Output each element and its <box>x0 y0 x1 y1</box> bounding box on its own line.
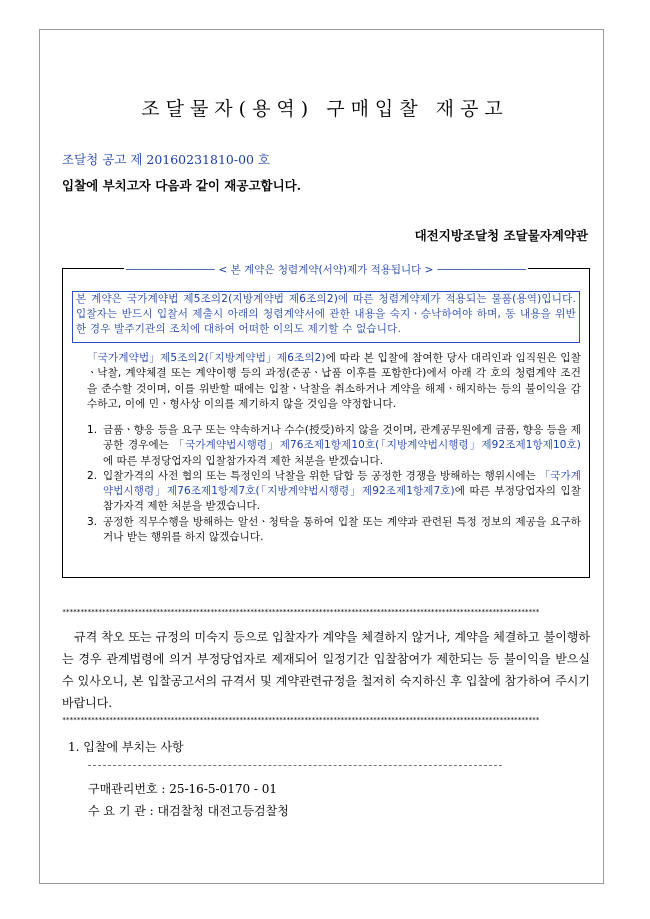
item-text: 금품ㆍ향응 등을 요구 또는 약속하거나 수수(授受)하지 않을 것이며, 관계공무원에게 금품, 향응 등을 제공한 경우에는 <box>103 424 581 452</box>
list-item <box>87 423 581 469</box>
item-number: 3. <box>87 515 98 528</box>
item-text-tail: 에 따른 부정당업자의 입찰참가자격 제한 처분을 받겠습니다. <box>103 485 581 513</box>
item-law-reference: 「국가계약법시행령」제76조제1항제7호(「지방계약법시행령」제92조제1항제7호) <box>103 469 581 498</box>
pledge-text: 에 따라 본 입찰에 참여한 당사 대리인과 임직원은 입찰ㆍ낙찰, 계약체결 또는 계약이행 등의 과정(준공ㆍ납품 이후를 포함한다)에서 아래 각 호의 청렴계약 조건을 준수할 것이며, 이를 위반할 때에는 입찰ㆍ낙찰을 취소하거나 계약을 해제ㆍ해지하는 등의 불이익을 감수하고, 이에 민ㆍ형사상 이의를 제기하지 않을 것임을 약정합니다. <box>87 352 581 410</box>
item-text: 입찰가격의 사전 협의 또는 특정인의 낙찰을 위한 담합 등 공정한 경쟁을 방해하는 행위시에는 <box>103 469 540 482</box>
item-text-tail: 에 따른 부정당업자의 입찰참가자격 제한 처분을 받겠습니다. <box>103 454 384 467</box>
integrity-highlight: 본 계약은 국가계약법 제5조의2(지방계약법 제6조의2)에 따른 청렴계약제가 적용되는 물품(용역)입니다. 입찰자는 반드시 입찰서 제출시 아래의 청렴계약서에 관한 내용을 숙지ㆍ승낙하여야 하며, 동 내용을 위반한 경우 발주기관의 조치에 대하여 어떠한 이의도 제기할 수 없습니다. <box>72 291 580 343</box>
signer: 대전지방조달청 조달물자계약관 <box>414 228 588 243</box>
item-number: 1. <box>87 424 98 436</box>
integrity-box-header: ────────────── < 본 계약은 청렴계약(서약)제가 적용됩니다 > ────────────── <box>126 264 526 276</box>
list-item <box>87 469 581 515</box>
item-text: 공정한 직무수행을 방해하는 알선ㆍ청탁을 통하여 입찰 또는 계약과 관련된 특정 정보의 제공을 요구하거나 받는 행위를 하지 않겠습니다. <box>103 515 581 544</box>
item-law-reference: 「국가계약법시행령」제76조제1항제10호(「지방계약법시행령」제92조제1항제10호) <box>173 439 581 452</box>
warning-text: 규격 착오 또는 규정의 미숙지 등으로 입찰자가 계약을 체결하지 않거나, 계약을 체결하고 불이행하는 경우 관계법령에 의거 부정당업자로 제재되어 일정기간 입찰참여가 제한되는 등 불이익을 받으실 수 있사오니, 본 입찰공고서의 규격서 및 계약관련규정을 철저히 숙지하신 후 입찰에 참가하여 주시기 바랍니다. <box>62 630 590 710</box>
notice-number: 조달청 공고 제 20160231810-00 호 <box>62 152 271 167</box>
page-title: 조달물자(용역) 구매입찰 재공고 <box>141 98 509 120</box>
separator-top: ************************************************************************************************************************************ <box>62 608 540 616</box>
purchase-number: 구매관리번호 : 25-16-5-0170 - 01 <box>88 782 278 796</box>
integrity-item-list <box>87 423 581 545</box>
list-item <box>87 515 581 546</box>
integrity-pledge <box>87 351 581 412</box>
intro-text: 입찰에 부치고자 다음과 같이 재공고합니다. <box>62 178 302 193</box>
demand-agency: 수 요 기 관 : 대검찰청 대전고등검찰청 <box>88 804 289 818</box>
section-heading: 1. 입찰에 부치는 사항 <box>68 740 184 754</box>
item-number: 2. <box>87 469 98 482</box>
integrity-box-title: < 본 계약은 청렴계약(서약)제가 적용됩니다 > <box>218 264 434 276</box>
separator-bottom: ************************************************************************************************************************************ <box>62 716 540 724</box>
pledge-law-reference: 「국가계약법」제5조의2(「지방계약법」제6조의2) <box>87 352 326 364</box>
integrity-contract-box <box>62 264 590 578</box>
divider <box>88 765 502 766</box>
